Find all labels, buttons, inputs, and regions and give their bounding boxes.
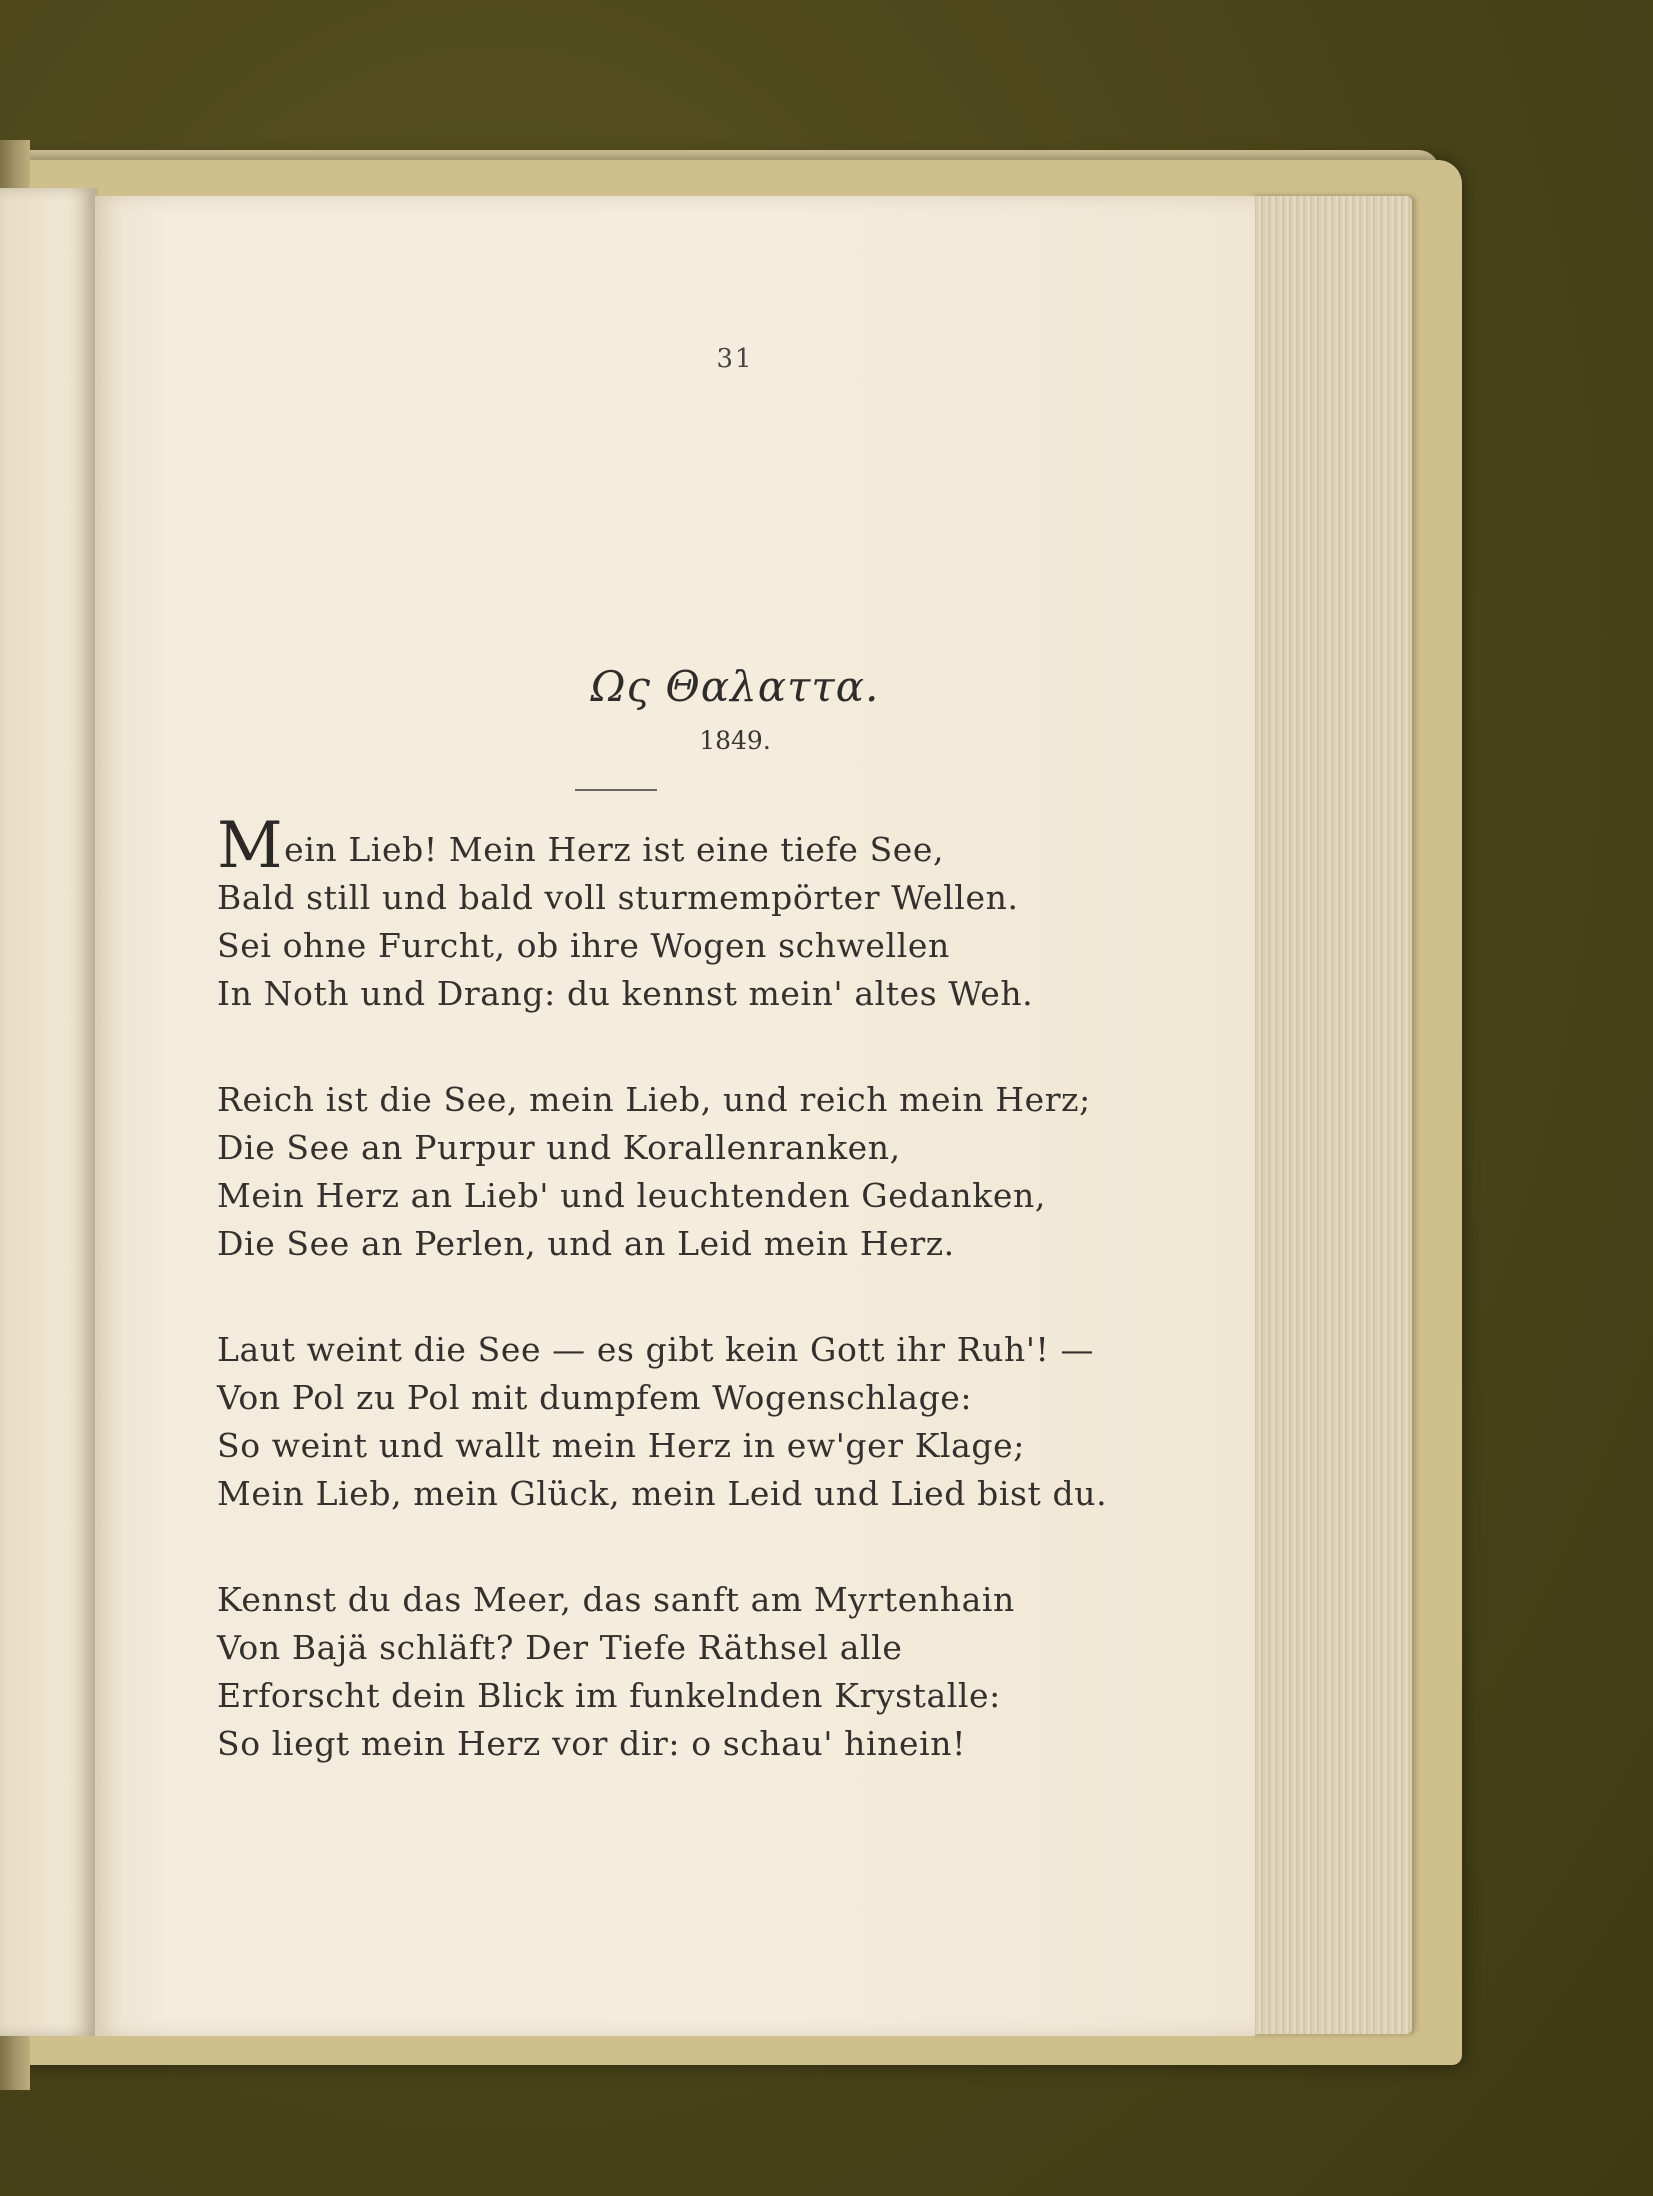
poem-line: Die See an Perlen, und an Leid mein Herz. bbox=[217, 1224, 955, 1263]
first-line-text: ein Lieb! Mein Herz ist eine tiefe See, bbox=[284, 830, 945, 869]
poem-line: Reich ist die See, mein Lieb, und reich mein Herz; bbox=[217, 1080, 1091, 1119]
page-number: 31 bbox=[716, 344, 754, 374]
book-page bbox=[95, 196, 1255, 2036]
poem-line: Bald still und bald voll sturmempörter Wellen. bbox=[217, 878, 1019, 917]
poem-line: So liegt mein Herz vor dir: o schau' hinein! bbox=[217, 1724, 966, 1763]
poem-line: Mein Herz an Lieb' und leuchtenden Gedanken, bbox=[217, 1176, 1046, 1215]
left-page bbox=[0, 188, 98, 2036]
poem-body bbox=[217, 809, 1117, 1826]
poem-line: Sei ohne Furcht, ob ihre Wogen schwellen bbox=[217, 926, 950, 965]
stanza-2 bbox=[217, 1076, 1117, 1268]
poem-title: Ως Θαλαττα. bbox=[590, 662, 880, 711]
poem-line: Laut weint die See — es gibt kein Gott ihr Ruh'! — bbox=[217, 1330, 1095, 1369]
poem-line: Von Pol zu Pol mit dumpfem Wogenschlage: bbox=[217, 1378, 973, 1417]
stanza-3 bbox=[217, 1326, 1117, 1518]
poem-line: Erforscht dein Blick im funkelnden Krystalle: bbox=[217, 1676, 1001, 1715]
poem-line: Kennst du das Meer, das sanft am Myrtenhain bbox=[217, 1580, 1015, 1619]
poem-line: Mein Lieb, mein Glück, mein Leid und Lied bist du. bbox=[217, 1474, 1108, 1513]
poem-line bbox=[217, 809, 1117, 883]
poem-line: Von Bajä schläft? Der Tiefe Räthsel alle bbox=[217, 1628, 903, 1667]
poem-line: In Noth und Drang: du kennst mein' altes Weh. bbox=[217, 974, 1034, 1013]
title-rule bbox=[575, 789, 657, 791]
drop-cap: M bbox=[217, 809, 284, 883]
poem-line: So weint und wallt mein Herz in ew'ger Klage; bbox=[217, 1426, 1025, 1465]
page-edges bbox=[1250, 196, 1412, 2034]
poem-year: 1849. bbox=[699, 726, 771, 755]
stanza-4 bbox=[217, 1576, 1117, 1768]
poem-line: Die See an Purpur und Korallenranken, bbox=[217, 1128, 901, 1167]
stanza-1 bbox=[217, 809, 1117, 1018]
